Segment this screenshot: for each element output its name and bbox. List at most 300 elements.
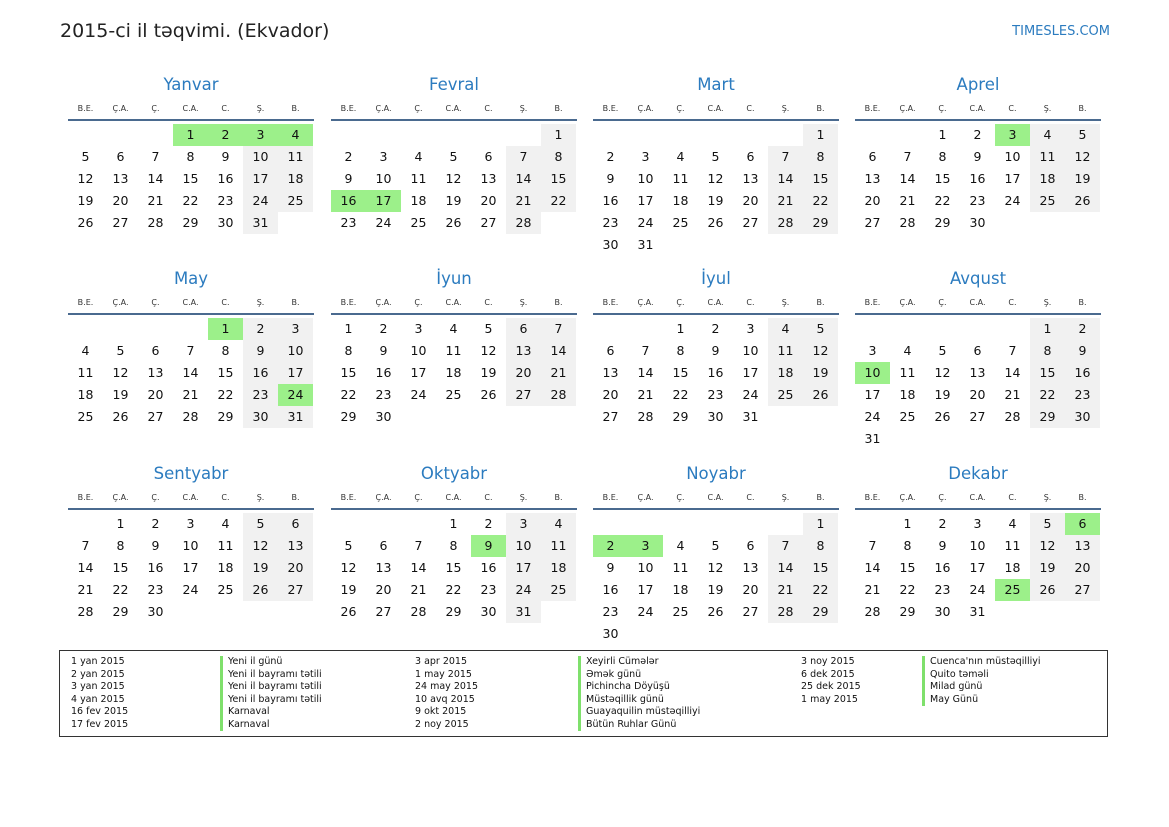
weekday-label: C.A. — [445, 104, 462, 113]
day-cell: 10 — [375, 171, 392, 186]
day-cell: 1 — [803, 513, 838, 535]
day-cell: 4 — [81, 343, 90, 358]
day-cell: 20 — [864, 193, 881, 208]
empty-cell — [138, 124, 173, 146]
day-cell: 5 — [116, 343, 125, 358]
holiday-date: 10 avq 2015 — [415, 693, 475, 705]
day-cell: 10 — [637, 171, 654, 186]
empty-cell — [331, 513, 366, 535]
weekday-label: C. — [746, 298, 755, 307]
holiday-date: 6 dek 2015 — [801, 668, 855, 680]
month-name: Sentyabr — [153, 464, 229, 483]
day-cell: 2 — [1065, 318, 1100, 340]
day-cell: 7 — [186, 343, 195, 358]
day-cell: 23 — [934, 582, 951, 597]
day-cell: 31 — [506, 601, 541, 623]
weekday-header — [855, 488, 1101, 510]
day-cell: 30 — [602, 237, 619, 252]
day-cell: 21 — [768, 190, 803, 212]
day-cell: 21 — [864, 582, 881, 597]
day-cell: 25 — [410, 215, 427, 230]
day-cell: 9 — [151, 538, 160, 553]
day-cell: 2 — [711, 321, 720, 336]
day-cell: 23 — [602, 215, 619, 230]
holiday-day-cell: 6 — [1065, 513, 1100, 535]
day-cell: 22 — [934, 193, 951, 208]
day-cell: 23 — [707, 387, 724, 402]
month-block — [855, 71, 1101, 234]
day-cell: 9 — [973, 149, 982, 164]
holiday-date: 3 yan 2015 — [71, 681, 125, 692]
weekday-header — [593, 488, 839, 510]
day-cell: 4 — [449, 321, 458, 336]
weekday-label: C. — [1008, 104, 1017, 113]
day-cell: 5 — [1065, 124, 1100, 146]
holiday-names-column — [922, 656, 1041, 706]
weekday-label: Ç.A. — [899, 298, 916, 307]
weekday-label: Ç.A. — [112, 493, 129, 502]
day-cell: 10 — [969, 538, 986, 553]
day-cell: 19 — [77, 193, 94, 208]
empty-cell — [366, 513, 401, 535]
day-cell: 22 — [112, 582, 129, 597]
day-cell: 8 — [186, 149, 195, 164]
day-cell: 6 — [151, 343, 160, 358]
day-cell: 19 — [480, 365, 497, 380]
day-cell: 18 — [899, 387, 916, 402]
day-cell: 2 — [344, 149, 353, 164]
empty-cell — [960, 318, 995, 340]
day-cell: 19 — [707, 193, 724, 208]
weekday-label: C. — [221, 104, 230, 113]
day-cell: 7 — [414, 538, 423, 553]
day-cell: 15 — [217, 365, 234, 380]
day-cell: 4 — [414, 149, 423, 164]
holiday-list — [59, 650, 1108, 737]
holiday-name: Karnaval — [220, 706, 322, 719]
day-cell: 27 — [278, 579, 313, 601]
day-cell: 26 — [112, 409, 129, 424]
weekday-label: B.E. — [340, 298, 357, 307]
weekday-label: B.E. — [340, 493, 357, 502]
month-name: May — [173, 269, 209, 288]
days-grid — [68, 513, 314, 623]
site-logo-link[interactable]: TIMESLES.COM — [1012, 24, 1110, 39]
day-cell: 26 — [243, 579, 278, 601]
day-cell: 23 — [602, 604, 619, 619]
day-cell: 10 — [182, 538, 199, 553]
days-grid — [68, 124, 314, 234]
day-cell: 9 — [243, 340, 278, 362]
day-cell: 8 — [903, 538, 912, 553]
weekday-label: C.A. — [445, 298, 462, 307]
day-cell: 21 — [541, 362, 576, 384]
day-cell: 13 — [480, 171, 497, 186]
day-cell: 12 — [340, 560, 357, 575]
day-cell: 11 — [77, 365, 94, 380]
day-cell: 30 — [147, 604, 164, 619]
day-cell: 31 — [969, 604, 986, 619]
day-cell: 17 — [243, 168, 278, 190]
holiday-name: Bütün Ruhlar Günü — [578, 719, 700, 732]
day-cell: 19 — [340, 582, 357, 597]
weekday-label: B. — [816, 104, 825, 113]
day-cell: 27 — [864, 215, 881, 230]
holiday-date: 4 yan 2015 — [71, 693, 125, 705]
day-cell: 30 — [934, 604, 951, 619]
weekday-label: Ç. — [151, 493, 160, 502]
weekday-label: C.A. — [182, 298, 199, 307]
day-cell: 1 — [676, 321, 685, 336]
day-cell: 8 — [116, 538, 125, 553]
day-cell: 12 — [1030, 535, 1065, 557]
empty-cell — [103, 124, 138, 146]
day-cell: 9 — [606, 171, 615, 186]
day-cell: 2 — [151, 516, 160, 531]
weekday-header — [593, 99, 839, 121]
day-cell: 20 — [147, 387, 164, 402]
month-block — [68, 460, 314, 623]
day-cell: 6 — [506, 318, 541, 340]
weekday-label: B.E. — [602, 298, 619, 307]
day-cell: 25 — [445, 387, 462, 402]
day-cell: 27 — [506, 384, 541, 406]
day-cell: 3 — [379, 149, 388, 164]
month-block — [68, 71, 314, 234]
weekday-label: Ç. — [676, 104, 685, 113]
day-cell: 11 — [410, 171, 427, 186]
day-cell: 30 — [1065, 406, 1100, 428]
day-cell: 4 — [676, 538, 685, 553]
weekday-label: Ş. — [1043, 298, 1052, 307]
day-cell: 23 — [217, 193, 234, 208]
weekday-label: Ç. — [414, 493, 423, 502]
day-cell: 29 — [1030, 406, 1065, 428]
holiday-dates-column — [801, 656, 861, 706]
day-cell: 14 — [899, 171, 916, 186]
day-cell: 14 — [506, 168, 541, 190]
day-cell: 16 — [480, 560, 497, 575]
weekday-label: C. — [746, 104, 755, 113]
empty-cell — [855, 318, 890, 340]
day-cell: 6 — [484, 149, 493, 164]
day-cell: 10 — [410, 343, 427, 358]
day-cell: 11 — [899, 365, 916, 380]
weekday-label: Ş. — [781, 298, 790, 307]
empty-cell — [733, 124, 768, 146]
day-cell: 15 — [340, 365, 357, 380]
month-name: Aprel — [956, 75, 1000, 94]
day-cell: 9 — [1065, 340, 1100, 362]
weekday-label: B.E. — [864, 104, 881, 113]
day-cell: 30 — [602, 626, 619, 641]
empty-cell — [68, 513, 103, 535]
day-cell: 17 — [506, 557, 541, 579]
day-cell: 2 — [243, 318, 278, 340]
day-cell: 14 — [147, 171, 164, 186]
day-cell: 15 — [541, 168, 576, 190]
weekday-header — [68, 488, 314, 510]
day-cell: 18 — [278, 168, 313, 190]
day-cell: 11 — [445, 343, 462, 358]
day-cell: 4 — [903, 343, 912, 358]
day-cell: 31 — [864, 431, 881, 446]
holiday-date: 17 fev 2015 — [71, 718, 129, 730]
day-cell: 7 — [868, 538, 877, 553]
day-cell: 20 — [506, 362, 541, 384]
day-cell: 23 — [147, 582, 164, 597]
weekday-label: B. — [291, 104, 300, 113]
day-cell: 4 — [221, 516, 230, 531]
weekday-label: B.E. — [77, 298, 94, 307]
day-cell: 5 — [711, 149, 720, 164]
day-cell: 6 — [606, 343, 615, 358]
day-cell: 26 — [707, 215, 724, 230]
empty-cell — [663, 124, 698, 146]
day-cell: 21 — [1004, 387, 1021, 402]
day-cell: 13 — [742, 560, 759, 575]
day-cell: 26 — [1030, 579, 1065, 601]
day-cell: 6 — [278, 513, 313, 535]
day-cell: 27 — [969, 409, 986, 424]
holiday-date: 3 noy 2015 — [801, 656, 855, 667]
day-cell: 14 — [637, 365, 654, 380]
empty-cell — [768, 124, 803, 146]
empty-cell — [593, 318, 628, 340]
day-cell: 9 — [221, 149, 230, 164]
day-cell: 4 — [541, 513, 576, 535]
day-cell: 13 — [506, 340, 541, 362]
day-cell: 15 — [445, 560, 462, 575]
empty-cell — [593, 513, 628, 535]
weekday-label: B. — [554, 493, 563, 502]
empty-cell — [768, 513, 803, 535]
day-cell: 28 — [768, 212, 803, 234]
day-cell: 5 — [243, 513, 278, 535]
weekday-label: B. — [1078, 493, 1087, 502]
holiday-name: Xeyirli Cümələr — [578, 656, 700, 669]
day-cell: 8 — [344, 343, 353, 358]
day-cell: 16 — [602, 582, 619, 597]
day-cell: 21 — [637, 387, 654, 402]
day-cell: 20 — [1065, 557, 1100, 579]
weekday-header — [331, 293, 577, 315]
weekday-label: B. — [554, 298, 563, 307]
day-cell: 1 — [803, 124, 838, 146]
weekday-label: C. — [1008, 493, 1017, 502]
day-cell: 20 — [742, 193, 759, 208]
empty-cell — [628, 513, 663, 535]
month-block — [68, 265, 314, 428]
days-grid — [593, 124, 839, 256]
weekday-label: C. — [484, 493, 493, 502]
day-cell: 21 — [506, 190, 541, 212]
day-cell: 11 — [672, 171, 689, 186]
day-cell: 24 — [742, 387, 759, 402]
day-cell: 18 — [445, 365, 462, 380]
day-cell: 24 — [410, 387, 427, 402]
day-cell: 18 — [410, 193, 427, 208]
day-cell: 29 — [340, 409, 357, 424]
day-cell: 18 — [672, 582, 689, 597]
day-cell: 14 — [768, 557, 803, 579]
day-cell: 28 — [768, 601, 803, 623]
day-cell: 8 — [803, 535, 838, 557]
day-cell: 4 — [1030, 124, 1065, 146]
day-cell: 5 — [803, 318, 838, 340]
days-grid — [855, 124, 1101, 234]
empty-cell — [103, 318, 138, 340]
day-cell: 23 — [243, 384, 278, 406]
day-cell: 25 — [217, 582, 234, 597]
empty-cell — [366, 124, 401, 146]
day-cell: 22 — [803, 579, 838, 601]
empty-cell — [698, 124, 733, 146]
day-cell: 27 — [112, 215, 129, 230]
holiday-day-cell: 9 — [471, 535, 506, 557]
holiday-name: Yeni il bayramı tətili — [220, 694, 322, 707]
day-cell: 19 — [707, 582, 724, 597]
day-cell: 17 — [278, 362, 313, 384]
day-cell: 1 — [344, 321, 353, 336]
weekday-label: B. — [291, 298, 300, 307]
day-cell: 28 — [541, 384, 576, 406]
day-cell: 11 — [1030, 146, 1065, 168]
day-cell: 18 — [77, 387, 94, 402]
weekday-label: Ş. — [519, 493, 528, 502]
days-grid — [593, 513, 839, 645]
day-cell: 14 — [410, 560, 427, 575]
day-cell: 14 — [864, 560, 881, 575]
day-cell: 16 — [602, 193, 619, 208]
empty-cell — [331, 124, 366, 146]
holiday-day-cell: 17 — [366, 190, 401, 212]
day-cell: 24 — [182, 582, 199, 597]
weekday-label: B. — [816, 493, 825, 502]
day-cell: 22 — [445, 582, 462, 597]
day-cell: 26 — [340, 604, 357, 619]
day-cell: 21 — [182, 387, 199, 402]
day-cell: 24 — [637, 215, 654, 230]
weekday-label: C.A. — [969, 298, 986, 307]
weekday-label: C.A. — [182, 493, 199, 502]
holiday-date: 9 okt 2015 — [415, 706, 467, 717]
month-block — [331, 265, 577, 428]
day-cell: 7 — [81, 538, 90, 553]
day-cell: 19 — [934, 387, 951, 402]
day-cell: 27 — [602, 409, 619, 424]
holiday-name: Yeni il bayramı tətili — [220, 681, 322, 694]
day-cell: 20 — [112, 193, 129, 208]
weekday-label: Ç. — [151, 298, 160, 307]
day-cell: 12 — [112, 365, 129, 380]
day-cell: 13 — [742, 171, 759, 186]
day-cell: 17 — [637, 193, 654, 208]
weekday-label: Ş. — [519, 104, 528, 113]
holiday-day-cell: 25 — [995, 579, 1030, 601]
holiday-date: 1 yan 2015 — [71, 656, 125, 667]
day-cell: 29 — [803, 212, 838, 234]
day-cell: 3 — [746, 321, 755, 336]
holiday-date: 3 apr 2015 — [415, 656, 468, 667]
day-cell: 30 — [217, 215, 234, 230]
day-cell: 20 — [969, 387, 986, 402]
day-cell: 3 — [641, 149, 650, 164]
day-cell: 17 — [1004, 171, 1021, 186]
day-cell: 8 — [449, 538, 458, 553]
weekday-label: Ç.A. — [375, 104, 392, 113]
day-cell: 1 — [449, 516, 458, 531]
day-cell: 9 — [938, 538, 947, 553]
weekday-label: B. — [291, 493, 300, 502]
day-cell: 23 — [1065, 384, 1100, 406]
weekday-label: B.E. — [340, 104, 357, 113]
day-cell: 11 — [768, 340, 803, 362]
day-cell: 21 — [147, 193, 164, 208]
day-cell: 24 — [506, 579, 541, 601]
day-cell: 15 — [803, 557, 838, 579]
day-cell: 12 — [243, 535, 278, 557]
day-cell: 6 — [868, 149, 877, 164]
day-cell: 1 — [116, 516, 125, 531]
day-cell: 13 — [1065, 535, 1100, 557]
day-cell: 16 — [934, 560, 951, 575]
weekday-label: C. — [484, 104, 493, 113]
day-cell: 26 — [934, 409, 951, 424]
day-cell: 6 — [746, 149, 755, 164]
weekday-label: Ç.A. — [899, 493, 916, 502]
day-cell: 24 — [969, 582, 986, 597]
empty-cell — [506, 124, 541, 146]
days-grid — [68, 318, 314, 428]
weekday-label: B. — [554, 104, 563, 113]
days-grid — [331, 513, 577, 623]
weekday-label: C.A. — [707, 493, 724, 502]
day-cell: 15 — [112, 560, 129, 575]
day-cell: 22 — [340, 387, 357, 402]
day-cell: 26 — [1065, 190, 1100, 212]
empty-cell — [401, 124, 436, 146]
day-cell: 5 — [81, 149, 90, 164]
day-cell: 13 — [147, 365, 164, 380]
empty-cell — [401, 513, 436, 535]
day-cell: 30 — [375, 409, 392, 424]
weekday-label: B.E. — [864, 298, 881, 307]
day-cell: 26 — [445, 215, 462, 230]
day-cell: 3 — [506, 513, 541, 535]
weekday-label: Ç.A. — [112, 104, 129, 113]
empty-cell — [436, 124, 471, 146]
weekday-label: Ç.A. — [112, 298, 129, 307]
day-cell: 25 — [278, 190, 313, 212]
holiday-day-cell: 16 — [331, 190, 366, 212]
day-cell: 5 — [1030, 513, 1065, 535]
day-cell: 21 — [77, 582, 94, 597]
month-block — [331, 460, 577, 623]
day-cell: 12 — [1065, 146, 1100, 168]
day-cell: 3 — [186, 516, 195, 531]
weekday-label: Ç. — [676, 493, 685, 502]
month-name: Fevral — [429, 75, 479, 94]
day-cell: 26 — [707, 604, 724, 619]
day-cell: 16 — [707, 365, 724, 380]
empty-cell — [68, 124, 103, 146]
day-cell: 7 — [1008, 343, 1017, 358]
weekday-label: Ş. — [256, 298, 265, 307]
day-cell: 7 — [768, 146, 803, 168]
month-name: Dekabr — [948, 464, 1008, 483]
day-cell: 15 — [1030, 362, 1065, 384]
